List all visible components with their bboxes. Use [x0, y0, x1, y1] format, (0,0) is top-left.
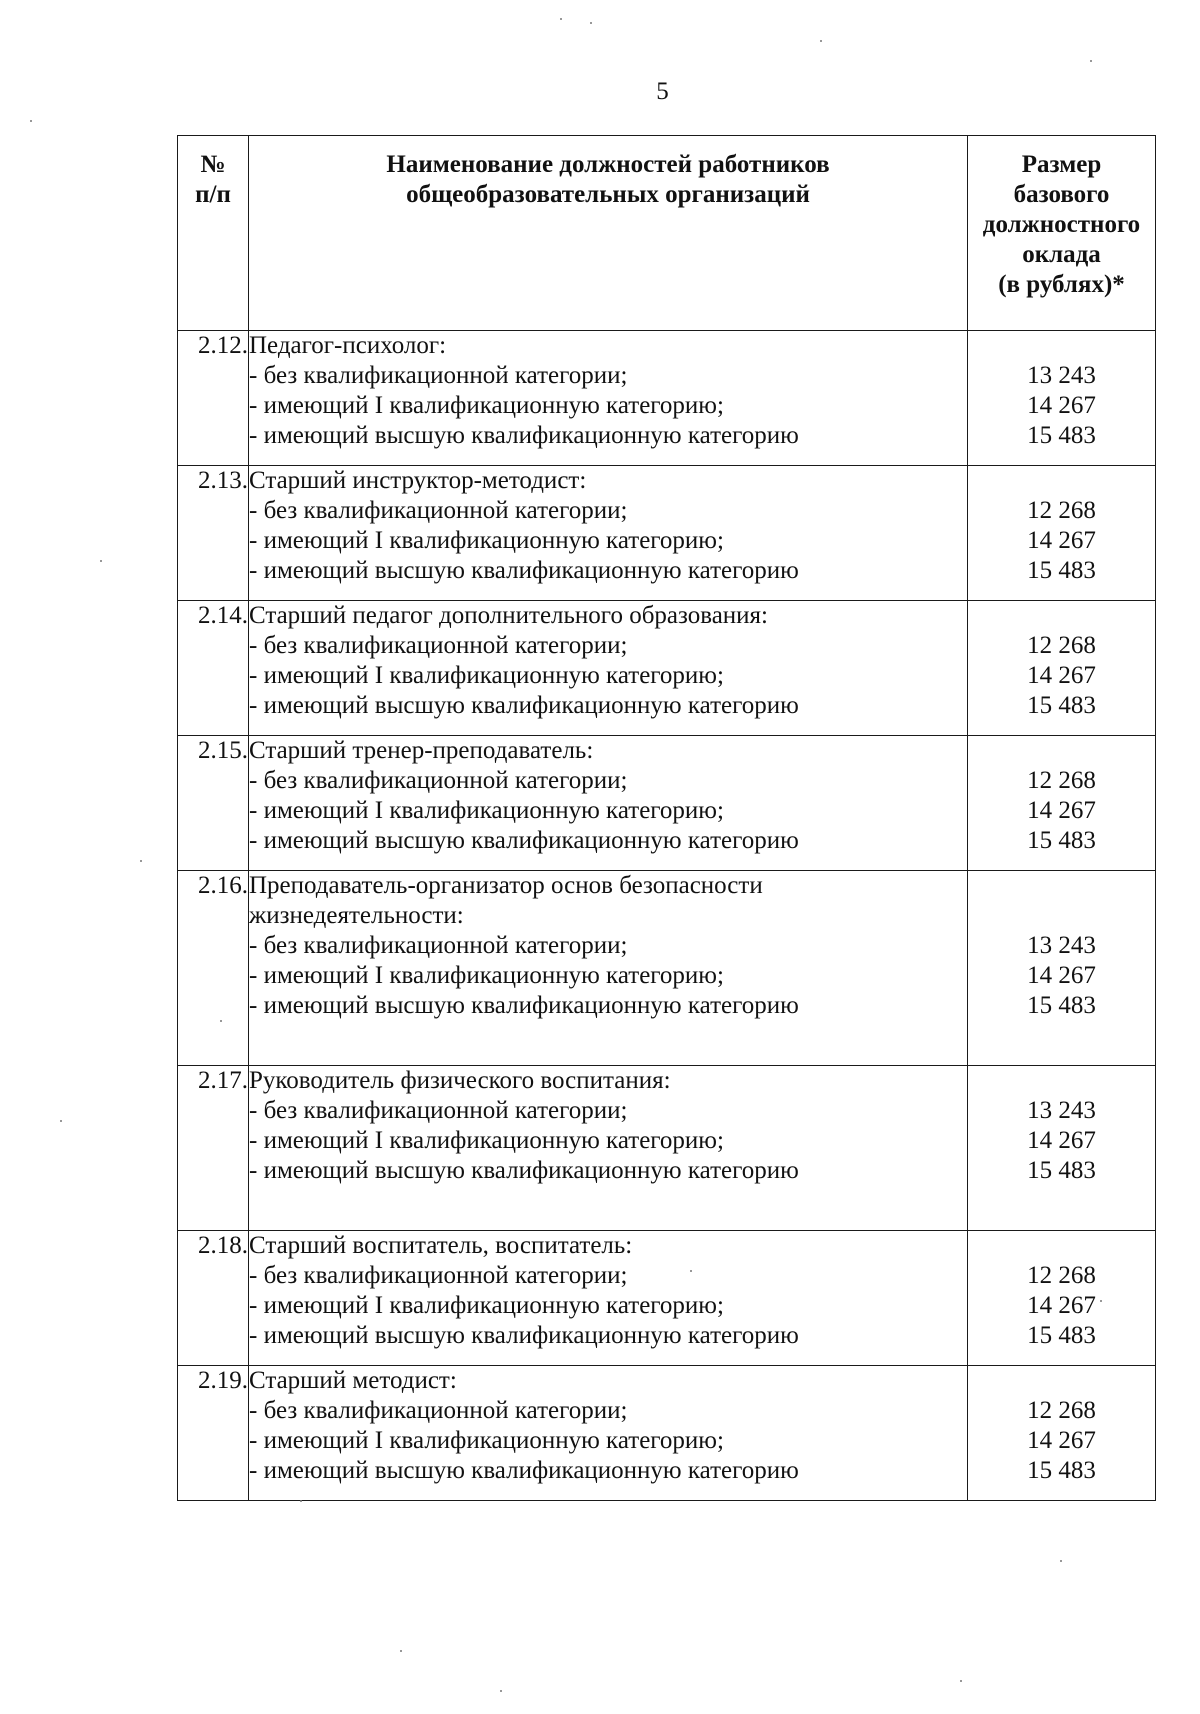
header-num: № п/п: [178, 136, 249, 331]
category-item: - без квалификационной категории;: [249, 1262, 628, 1289]
position-title: жизнедеятельности:: [249, 902, 464, 929]
category-item: - без квалификационной категории;: [249, 362, 628, 389]
scan-speck: [590, 22, 592, 24]
row-number: 2.16.: [178, 871, 249, 1066]
salary-amount: 14 267: [1027, 797, 1096, 824]
position-cell: [249, 1231, 968, 1366]
salary-cell: [968, 466, 1156, 601]
scan-speck: [960, 1680, 962, 1682]
salary-amount: 12 268: [1027, 1262, 1096, 1289]
salary-amount: 15 483: [1027, 1157, 1096, 1184]
salary-amount: 13 243: [1027, 1097, 1096, 1124]
scan-speck: [1060, 1560, 1062, 1562]
scan-speck: [500, 1690, 502, 1692]
table-row: [178, 1066, 1156, 1231]
position-cell: [249, 331, 968, 466]
category-item: - имеющий I квалификационную категорию;: [249, 962, 724, 989]
salary-cell: [968, 1231, 1156, 1366]
header-position: Наименование должностей работников общеобразовательных организаций: [249, 136, 968, 331]
table-row: [178, 601, 1156, 736]
category-item: - без квалификационной категории;: [249, 767, 628, 794]
category-item: - имеющий высшую квалификационную категорию: [249, 1457, 799, 1484]
salary-amount: 15 483: [1027, 422, 1096, 449]
table-row: [178, 736, 1156, 871]
position-cell: [249, 871, 968, 1066]
spacer: [968, 466, 1155, 496]
scan-speck: [300, 1500, 302, 1502]
salary-cell: [968, 736, 1156, 871]
salary-cell: [968, 601, 1156, 736]
position-title: Преподаватель-организатор основ безопасности: [249, 872, 763, 899]
row-number: 2.19.: [178, 1366, 249, 1501]
table-row: [178, 1231, 1156, 1366]
row-number: 2.12.: [178, 331, 249, 466]
position-cell: [249, 1066, 968, 1231]
category-item: - имеющий высшую квалификационную категорию: [249, 1157, 799, 1184]
row-number: 2.14.: [178, 601, 249, 736]
category-item: - имеющий I квалификационную категорию;: [249, 527, 724, 554]
position-title: Руководитель физического воспитания:: [249, 1067, 671, 1094]
category-item: - имеющий высшую квалификационную категорию: [249, 557, 799, 584]
salary-amount: 12 268: [1027, 632, 1096, 659]
position-cell: [249, 601, 968, 736]
salary-amount: 14 267: [1027, 392, 1096, 419]
category-item: - имеющий высшую квалификационную категорию: [249, 1322, 799, 1349]
position-cell: [249, 466, 968, 601]
salary-amount: 15 483: [1027, 1457, 1096, 1484]
position-title: Старший воспитатель, воспитатель:: [249, 1232, 633, 1259]
scan-speck: [400, 1650, 402, 1652]
table-row: [178, 466, 1156, 601]
spacer: [968, 871, 1155, 901]
spacer: [968, 901, 1155, 931]
position-title: Педагог-психолог:: [249, 332, 447, 359]
salary-amount: 15 483: [1027, 692, 1096, 719]
scan-speck: [140, 860, 142, 862]
position-title: Старший инструктор-методист:: [249, 467, 587, 494]
category-item: - без квалификационной категории;: [249, 632, 628, 659]
salary-amount: 15 483: [1027, 992, 1096, 1019]
spacer: [968, 1231, 1155, 1261]
salary-cell: [968, 1366, 1156, 1501]
scan-speck: [220, 1020, 222, 1022]
spacer: [968, 601, 1155, 631]
salary-amount: 12 268: [1027, 1397, 1096, 1424]
salary-amount: 15 483: [1027, 1322, 1096, 1349]
category-item: - имеющий высшую квалификационную категорию: [249, 422, 799, 449]
category-item: - имеющий высшую квалификационную категорию: [249, 827, 799, 854]
category-item: - имеющий высшую квалификационную категорию: [249, 692, 799, 719]
category-item: - без квалификационной категории;: [249, 1397, 628, 1424]
table-row: [178, 871, 1156, 1066]
spacer: [968, 736, 1155, 766]
category-item: - имеющий I квалификационную категорию;: [249, 1127, 724, 1154]
header-salary: Размер базового должностного оклада (в рублях)*: [968, 136, 1156, 331]
category-item: - имеющий I квалификационную категорию;: [249, 797, 724, 824]
salary-amount: 14 267: [1027, 1127, 1096, 1154]
salary-table: [177, 135, 1156, 1501]
category-item: - без квалификационной категории;: [249, 932, 628, 959]
scan-speck: [1090, 60, 1092, 62]
salary-amount: 15 483: [1027, 827, 1096, 854]
spacer: [968, 1066, 1155, 1096]
page-number: 5: [656, 78, 669, 105]
category-item: - имеющий I квалификационную категорию;: [249, 1427, 724, 1454]
position-cell: [249, 736, 968, 871]
salary-amount: 12 268: [1027, 767, 1096, 794]
table-row: [178, 1366, 1156, 1501]
row-number: 2.17.: [178, 1066, 249, 1231]
scan-speck: [30, 120, 32, 122]
table-row: [178, 331, 1156, 466]
table-header-row: [178, 136, 1156, 331]
salary-amount: 14 267: [1027, 1427, 1096, 1454]
salary-amount: 14 267: [1027, 662, 1096, 689]
salary-amount: 14 267: [1027, 1292, 1096, 1319]
table-body: [178, 331, 1156, 1501]
spacer: [968, 331, 1155, 361]
scan-speck: [560, 18, 562, 20]
salary-cell: [968, 1066, 1156, 1231]
row-number: 2.13.: [178, 466, 249, 601]
salary-amount: 13 243: [1027, 932, 1096, 959]
category-item: - имеющий высшую квалификационную категорию: [249, 992, 799, 1019]
salary-amount: 14 267: [1027, 527, 1096, 554]
salary-amount: 12 268: [1027, 497, 1096, 524]
category-item: - без квалификационной категории;: [249, 1097, 628, 1124]
category-item: - без квалификационной категории;: [249, 497, 628, 524]
salary-amount: 14 267: [1027, 962, 1096, 989]
salary-amount: 13 243: [1027, 362, 1096, 389]
position-title: Старший тренер-преподаватель:: [249, 737, 594, 764]
category-item: - имеющий I квалификационную категорию;: [249, 392, 724, 419]
position-title: Старший методист:: [249, 1367, 457, 1394]
scan-speck: [60, 1120, 62, 1122]
row-number: 2.15.: [178, 736, 249, 871]
position-title: Старший педагог дополнительного образования:: [249, 602, 769, 629]
salary-cell: [968, 331, 1156, 466]
row-number: 2.18.: [178, 1231, 249, 1366]
scan-speck: [100, 560, 102, 562]
position-cell: [249, 1366, 968, 1501]
salary-amount: 15 483: [1027, 557, 1096, 584]
category-item: - имеющий I квалификационную категорию;: [249, 662, 724, 689]
category-item: - имеющий I квалификационную категорию;: [249, 1292, 724, 1319]
salary-cell: [968, 871, 1156, 1066]
scan-speck: [820, 40, 822, 42]
scan-speck: [1100, 1300, 1102, 1302]
spacer: [968, 1366, 1155, 1396]
scan-speck: [690, 1270, 692, 1272]
